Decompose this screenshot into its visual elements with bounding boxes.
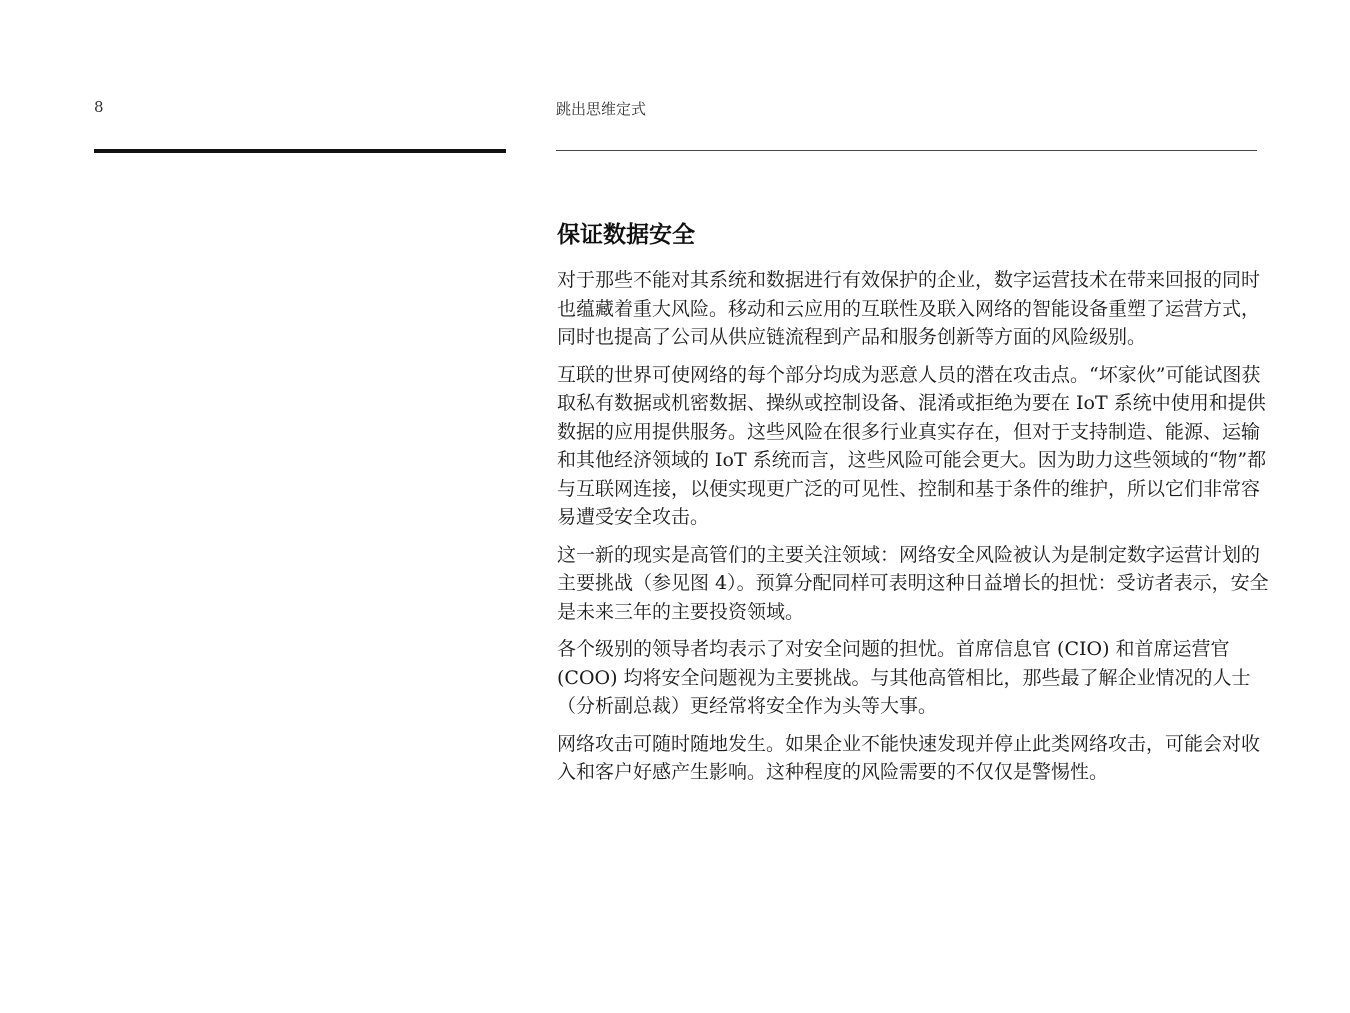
paragraph: 对于那些不能对其系统和数据进行有效保护的企业，数字运营技术在带来回报的同时也蕴藏着重大风险。移动和云应用的互联性及联入网络的智能设备重塑了运营方式，同时也提高了公司从供应链流程到产品和服务创新等方面的风险级别。 [557, 269, 1261, 348]
paragraph: 网络攻击可随时随地发生。如果企业不能快速发现并停止此类网络攻击，可能会对收入和客户好感产生影响。这种程度的风险需要的不仅仅是警惕性。 [557, 732, 1261, 783]
main-content [557, 218, 1277, 796]
paragraph: 互联的世界可使网络的每个部分均成为恶意人员的潜在攻击点。“坏家伙”可能试图获取私有数据或机密数据、操纵或控制设备、混淆或拒绝为要在 IoT 系统中使用和提供数据的应用提供服务。这些风险在很多行业真实存在，但对于支持制造、能源、运输和其他经济领域的 IoT 系统而言，这些风险可能会更大。因为助力这些领域的“物”都与互联网连接，以便实现更广泛的可见性、控制和基于条件的维护，所以它们非常容易遭受安全攻击。 [557, 363, 1267, 528]
page-number: 8 [94, 98, 104, 116]
paragraph: 这一新的现实是高管们的主要关注领域：网络安全风险被认为是制定数字运营计划的主要挑战（参见图 4）。预算分配同样可表明这种日益增长的担忧：受访者表示，安全是未来三年的主要投资领域。 [557, 543, 1269, 623]
right-divider [556, 150, 1257, 151]
section-heading: 保证数据安全 [557, 221, 695, 248]
left-divider [94, 149, 506, 153]
paragraph: 各个级别的领导者均表示了对安全问题的担忧。首席信息官 (CIO) 和首席运营官 (COO) 均将安全问题视为主要挑战。与其他高管相比，那些最了解企业情况的人士（分析副总裁）更经常将安全作为头等大事。 [557, 638, 1251, 717]
running-title: 跳出思维定式 [556, 100, 647, 118]
